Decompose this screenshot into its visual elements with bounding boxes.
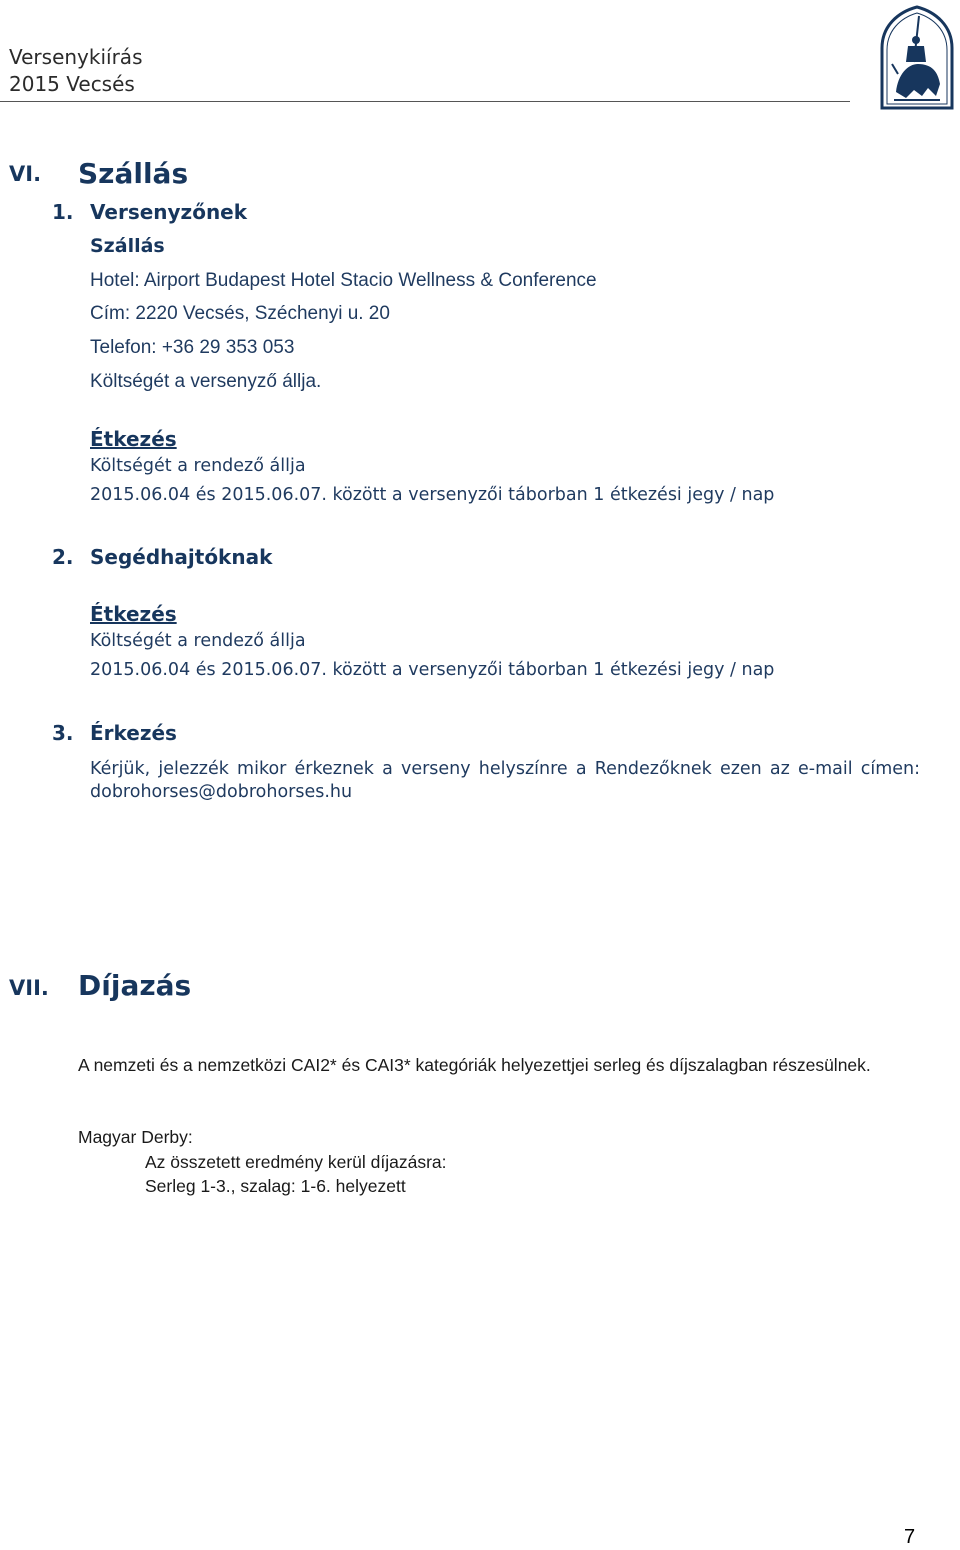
meals-label-1: Étkezés — [90, 427, 177, 451]
header-title-line2: 2015 Vecsés — [9, 72, 135, 96]
subsection-3-number: 3. — [52, 721, 74, 745]
arrival-instructions: Kérjük, jelezzék mikor érkeznek a verseny helyszínre a Rendezőknek ezen az e-mail címen: dobrohorses@dobrohorses.hu — [90, 759, 920, 802]
hotel-phone: Telefon: +36 29 353 053 — [90, 337, 295, 358]
subsection-2-title: Segédhajtóknak — [90, 545, 273, 569]
section-vi-number: VI. — [9, 162, 42, 186]
page-number: 7 — [904, 1526, 916, 1548]
hotel-address: Cím: 2220 Vecsés, Széchenyi u. 20 — [90, 303, 390, 324]
knight-emblem-icon — [878, 4, 956, 112]
section-vi-title: Szállás — [78, 157, 189, 190]
subsection-1-number: 1. — [52, 200, 74, 224]
derby-line-1: Az összetett eredmény kerül díjazásra: — [145, 1152, 447, 1172]
meals-cost-2: Költségét a rendező állja — [90, 631, 306, 651]
meals-detail-2: 2015.06.04 és 2015.06.07. között a versenyzői táborban 1 étkezési jegy / nap — [90, 660, 775, 680]
accommodation-label: Szállás — [90, 235, 165, 257]
meals-label-2: Étkezés — [90, 602, 177, 626]
accommodation-cost-note: Költségét a versenyző állja. — [90, 371, 322, 392]
derby-line-2: Serleg 1-3., szalag: 1-6. helyezett — [145, 1176, 406, 1196]
subsection-1-title: Versenyzőnek — [90, 200, 248, 224]
header-title-line1: Versenykiírás — [9, 45, 143, 69]
header-divider — [0, 101, 850, 102]
hotel-name: Hotel: Airport Budapest Hotel Stacio Wellness & Conference — [90, 270, 597, 291]
section-vii-number: VII. — [9, 976, 49, 1000]
subsection-2-number: 2. — [52, 545, 74, 569]
subsection-3-title: Érkezés — [90, 721, 177, 745]
awards-intro: A nemzeti és a nemzetközi CAI2* és CAI3* kategóriák helyezettjei serleg és díjszalagban részesülnek. — [78, 1055, 871, 1075]
section-vii-title: Díjazás — [78, 969, 192, 1002]
meals-detail-1: 2015.06.04 és 2015.06.07. között a versenyzői táborban 1 étkezési jegy / nap — [90, 485, 775, 505]
derby-label: Magyar Derby: — [78, 1127, 193, 1147]
document-header — [9, 44, 143, 98]
meals-cost-1: Költségét a rendező állja — [90, 456, 306, 476]
